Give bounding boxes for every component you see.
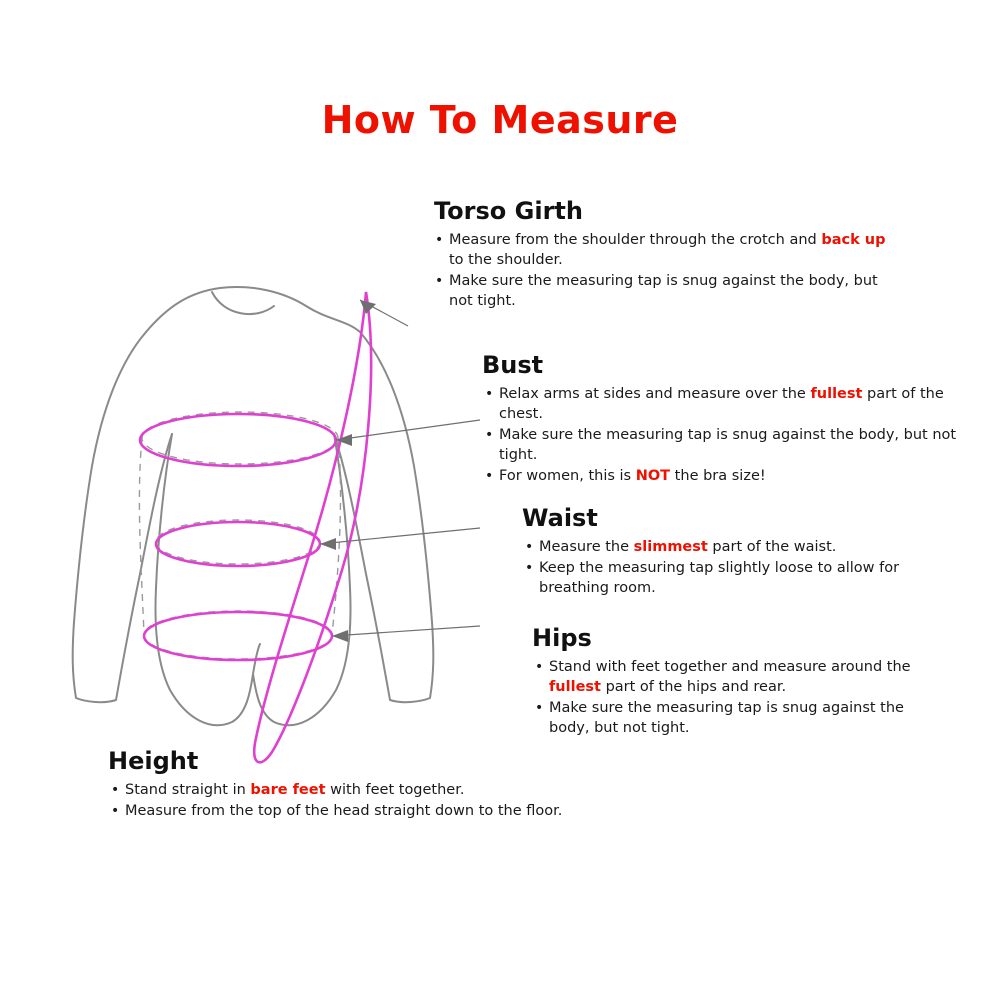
bullet-highlight: slimmest <box>633 539 708 556</box>
bullet-text: Stand with feet together and measure around the <box>549 659 911 676</box>
page-title: How To Measure <box>321 98 679 142</box>
bullet-text: Relax arms at sides and measure over the <box>499 386 811 403</box>
body-figure-illustration <box>60 270 520 790</box>
section-bust <box>482 352 982 487</box>
section-torso-girth <box>432 198 892 312</box>
list-item <box>522 558 942 598</box>
bullet-text-cont: part of the waist. <box>707 539 837 556</box>
section-hips <box>532 625 932 739</box>
list-item <box>432 230 892 270</box>
bullet-highlight: NOT <box>635 468 671 485</box>
list-item <box>482 384 982 424</box>
bullet-text: Keep the measuring tap slightly loose to allow for breathing room. <box>539 560 900 597</box>
bullet-highlight: back up <box>821 232 886 249</box>
list-item <box>532 657 932 697</box>
bullet-text: Make sure the measuring tap is snug against the body, but not tight. <box>449 273 878 310</box>
list-item <box>532 698 932 738</box>
bullet-highlight: fullest <box>810 386 863 403</box>
list-item <box>482 425 982 465</box>
bullet-text-cont: to the shoulder. <box>449 252 563 269</box>
list-item <box>432 271 892 311</box>
bullet-text: Make sure the measuring tap is snug against the body, but not tight. <box>549 700 904 737</box>
bullet-text: For women, this is <box>499 468 636 485</box>
bullet-list-hips <box>532 657 932 738</box>
bullet-text-cont: part of the hips and rear. <box>600 679 787 696</box>
section-heading-hips: Hips <box>532 624 592 652</box>
bullet-list-bust <box>482 384 982 486</box>
section-heading-bust: Bust <box>482 351 544 379</box>
bullet-text: Measure the <box>539 539 634 556</box>
bullet-list-torso-girth <box>432 230 892 311</box>
bullet-text-cont: the bra size! <box>670 468 766 485</box>
bullet-list-height <box>108 780 628 821</box>
section-height <box>108 748 628 822</box>
bullet-text-cont: with feet together. <box>325 782 465 799</box>
bullet-highlight: fullest <box>549 679 601 696</box>
bullet-text-cont: part of the chest. <box>499 386 944 423</box>
section-heading-waist: Waist <box>522 504 598 532</box>
section-heading-torso-girth: Torso Girth <box>434 197 583 225</box>
bullet-text: Make sure the measuring tap is snug against the body, but not tight. <box>499 427 957 464</box>
bullet-list-waist <box>522 537 942 598</box>
bullet-text: Measure from the shoulder through the crotch and <box>449 232 822 249</box>
list-item <box>522 537 942 557</box>
section-waist <box>522 505 942 599</box>
bullet-text: Stand straight in <box>125 782 251 799</box>
section-heading-height: Height <box>108 747 199 775</box>
bullet-text: Measure from the top of the head straight down to the floor. <box>125 803 563 820</box>
bullet-highlight: bare feet <box>250 782 326 799</box>
list-item <box>108 801 628 821</box>
list-item <box>482 466 982 486</box>
list-item <box>108 780 628 800</box>
